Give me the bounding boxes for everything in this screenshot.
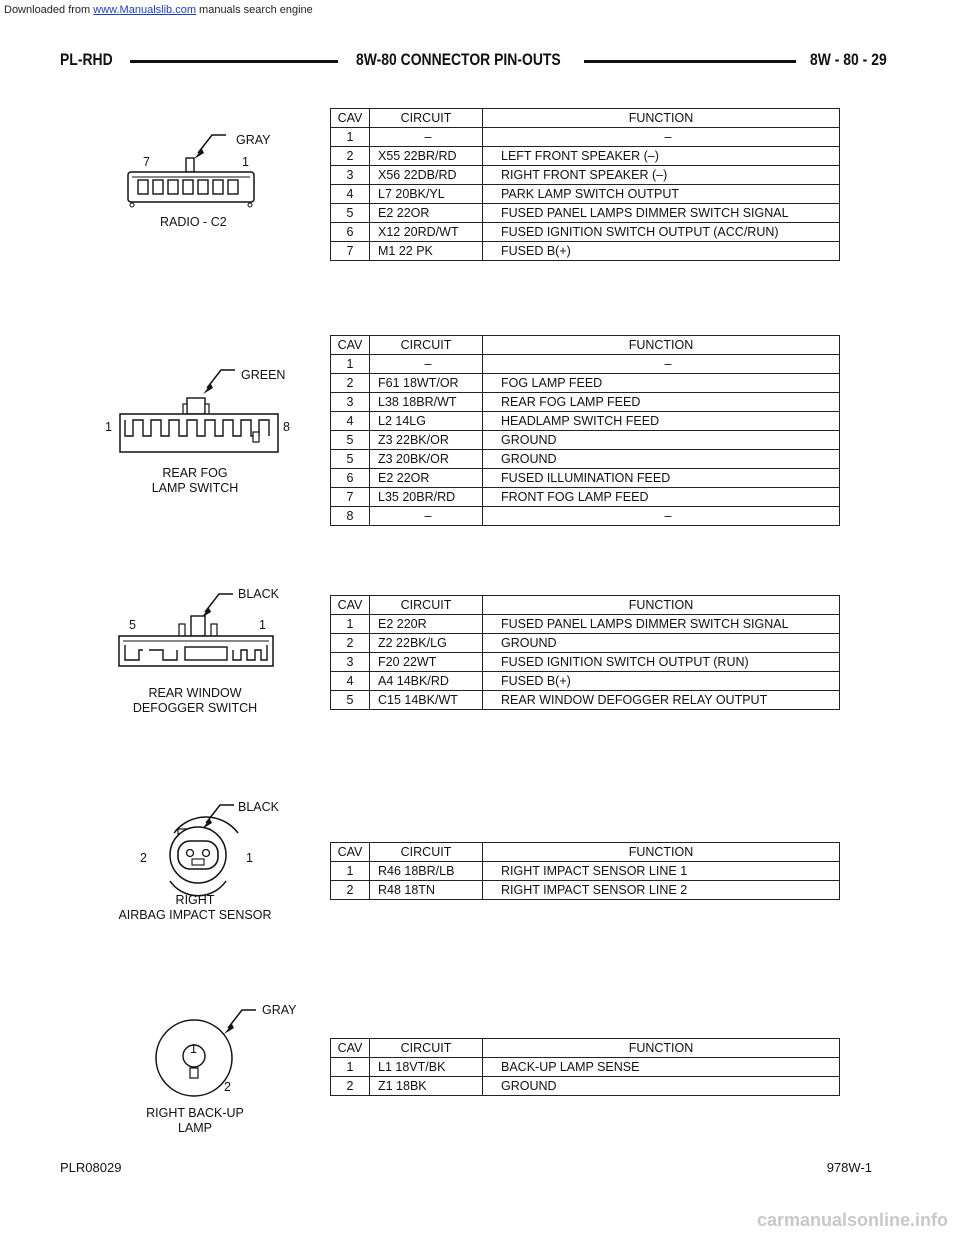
table-row: 2 Z2 22BK/LG GROUND — [331, 634, 840, 653]
col-cav: CAV — [331, 596, 370, 615]
connector-caption: REAR FOG LAMP SWITCH — [151, 466, 239, 495]
table-row: 4 A4 14BK/RD FUSED B(+) — [331, 672, 840, 691]
table-row: 5 C15 14BK/WT REAR WINDOW DEFOGGER RELAY OUTPUT — [331, 691, 840, 710]
table-row: 4 L7 20BK/YL PARK LAMP SWITCH OUTPUT — [331, 185, 840, 204]
col-circuit: CIRCUIT — [370, 109, 483, 128]
col-function: FUNCTION — [483, 1039, 840, 1058]
pin-label-one: 1 — [190, 1042, 197, 1056]
rear-window-defogger-switch-connector — [105, 580, 305, 720]
connector-caption: REAR WINDOW DEFOGGER SWITCH — [132, 686, 258, 715]
connector-caption: RIGHT BACK-UP LAMP — [146, 1106, 244, 1135]
page-code: 978W-1 — [826, 1160, 872, 1175]
connector-caption: RIGHT AIRBAG IMPACT SENSOR — [118, 893, 272, 922]
rear-fog-pinout-table — [330, 335, 840, 526]
figure-code: PLR08029 — [60, 1160, 122, 1175]
table-header-row — [331, 1039, 840, 1058]
manualslib-link[interactable]: www.Manualslib.com — [93, 4, 196, 16]
right-backup-lamp-connector — [130, 1000, 310, 1140]
pin-label-right: 1 — [246, 851, 253, 865]
table-row: 2 F61 18WT/OR FOG LAMP FEED — [331, 374, 840, 393]
pin-label-left: 5 — [129, 618, 136, 632]
table-row: 6 X12 20RD/WT FUSED IGNITION SWITCH OUTPUT (ACC/RUN) — [331, 223, 840, 242]
connector-color-label: GRAY — [262, 1003, 297, 1017]
connector-color-label: BLACK — [238, 800, 279, 814]
defogger-pinout-table — [330, 595, 840, 710]
download-note: Downloaded from www.Manualslib.com manuals search engine — [4, 4, 313, 16]
pin-label-right: 8 — [283, 420, 290, 434]
table-row: 3 X56 22DB/RD RIGHT FRONT SPEAKER (–) — [331, 166, 840, 185]
pin-label-left: 7 — [143, 155, 150, 169]
table-row: 1 – – — [331, 355, 840, 374]
watermark: carmanualsonline.info — [756, 1210, 948, 1230]
table-row: 2 X55 22BR/RD LEFT FRONT SPEAKER (–) — [331, 147, 840, 166]
connector-color-label: BLACK — [238, 587, 279, 601]
table-row: 7 L35 20BR/RD FRONT FOG LAMP FEED — [331, 488, 840, 507]
table-header-row — [331, 109, 840, 128]
col-function: FUNCTION — [483, 109, 840, 128]
table-row: 3 F20 22WT FUSED IGNITION SWITCH OUTPUT (RUN) — [331, 653, 840, 672]
col-cav: CAV — [331, 336, 370, 355]
table-row: 7 M1 22 PK FUSED B(+) — [331, 242, 840, 261]
table-row: 2 Z1 18BK GROUND — [331, 1077, 840, 1096]
col-cav: CAV — [331, 843, 370, 862]
col-circuit: CIRCUIT — [370, 1039, 483, 1058]
header-right: 8W - 80 - 29 — [810, 50, 887, 69]
table-row: 6 E2 22OR FUSED ILLUMINATION FEED — [331, 469, 840, 488]
airbag-sensor-pinout-table — [330, 842, 840, 900]
pin-label-right: 1 — [259, 618, 266, 632]
rear-fog-lamp-switch-connector — [95, 360, 305, 500]
col-circuit: CIRCUIT — [370, 336, 483, 355]
col-function: FUNCTION — [483, 596, 840, 615]
pin-label-left: 1 — [105, 420, 112, 434]
table-row: 2 R48 18TN RIGHT IMPACT SENSOR LINE 2 — [331, 881, 840, 900]
connector-color-label: GRAY — [236, 133, 271, 147]
col-circuit: CIRCUIT — [370, 596, 483, 615]
pin-label-right: 1 — [242, 155, 249, 169]
table-row: 1 L1 18VT/BK BACK-UP LAMP SENSE — [331, 1058, 840, 1077]
col-circuit: CIRCUIT — [370, 843, 483, 862]
pin-label-two: 2 — [224, 1080, 231, 1094]
table-header-row — [331, 596, 840, 615]
col-function: FUNCTION — [483, 843, 840, 862]
radio-c2-pinout-table — [330, 108, 840, 261]
connector-color-label: GREEN — [241, 368, 286, 382]
table-row: 1 R46 18BR/LB RIGHT IMPACT SENSOR LINE 1 — [331, 862, 840, 881]
table-row: 1 – – — [331, 128, 840, 147]
header-left: PL-RHD — [60, 50, 113, 69]
table-row: 3 L38 18BR/WT REAR FOG LAMP FEED — [331, 393, 840, 412]
header-rule-left — [130, 60, 338, 63]
table-row: 1 E2 220R FUSED PANEL LAMPS DIMMER SWITCH SIGNAL — [331, 615, 840, 634]
connector-caption: RADIO - C2 — [160, 215, 227, 229]
col-function: FUNCTION — [483, 336, 840, 355]
table-row: 5 Z3 20BK/OR GROUND — [331, 450, 840, 469]
header-rule-right — [584, 60, 796, 63]
radio-c2-connector — [120, 125, 310, 235]
backup-lamp-pinout-table — [330, 1038, 840, 1096]
page-header — [60, 50, 887, 76]
header-center: 8W-80 CONNECTOR PIN-OUTS — [356, 50, 561, 69]
col-cav: CAV — [331, 109, 370, 128]
table-row: 5 Z3 22BK/OR GROUND — [331, 431, 840, 450]
table-row: 8 – – — [331, 507, 840, 526]
table-header-row — [331, 843, 840, 862]
table-row: 5 E2 22OR FUSED PANEL LAMPS DIMMER SWITCH SIGNAL — [331, 204, 840, 223]
col-cav: CAV — [331, 1039, 370, 1058]
table-row: 4 L2 14LG HEADLAMP SWITCH FEED — [331, 412, 840, 431]
pin-label-left: 2 — [140, 851, 147, 865]
right-airbag-impact-sensor-connector — [110, 795, 290, 925]
table-header-row — [331, 336, 840, 355]
